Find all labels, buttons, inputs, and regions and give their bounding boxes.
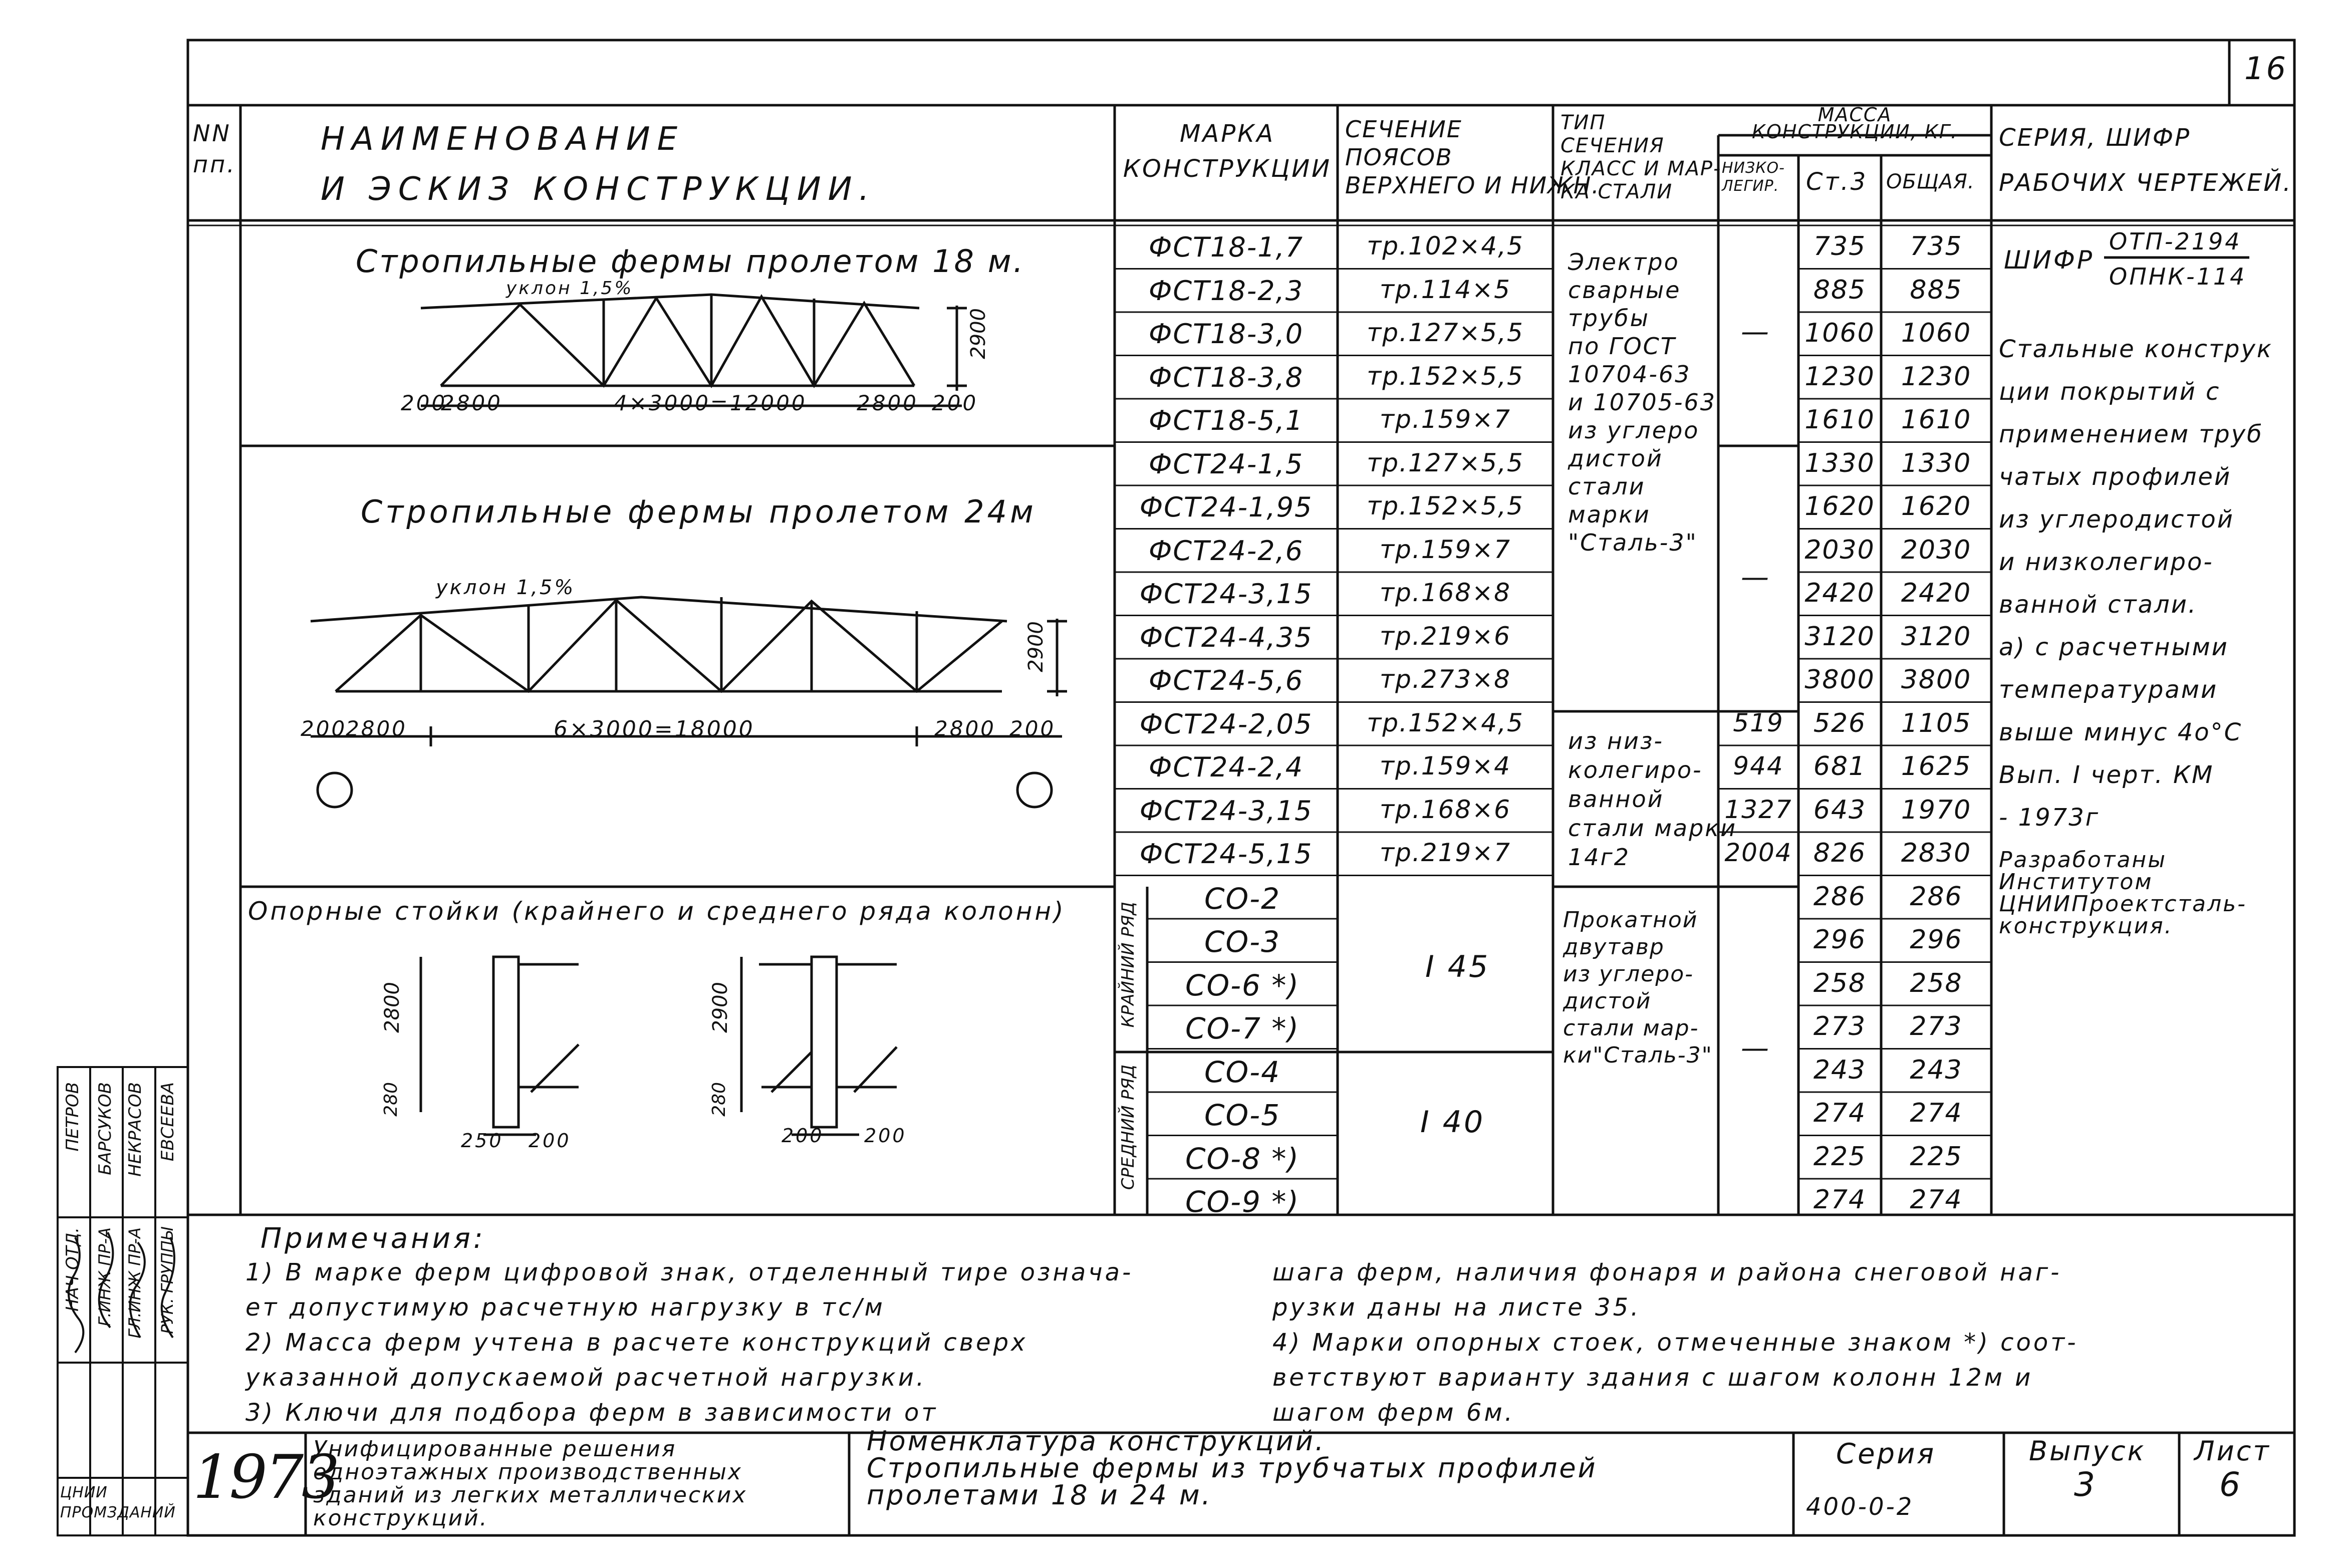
note-line: рузки даны на листе 35.: [1272, 1293, 1641, 1322]
cell-section: тр.168×8: [1380, 578, 1511, 607]
group1-dim-1: 200: [401, 391, 447, 415]
group2-dim-2: 2800: [346, 716, 407, 741]
cell-st3: 258: [1813, 968, 1867, 998]
cell-total: 1230: [1901, 361, 1972, 392]
cell-mark: СО-7 *): [1185, 1011, 1300, 1046]
group1-dim-2: 2800: [441, 391, 502, 415]
cell-total: 885: [1910, 275, 1963, 305]
cell-total: 243: [1910, 1055, 1963, 1085]
cipher-bottom: ОПНК-114: [2109, 263, 2247, 290]
cell-mark: СО-9 *): [1185, 1185, 1300, 1219]
series-description-line: применением труб: [1999, 420, 2263, 448]
group2-height: 2900: [1024, 621, 1048, 672]
group1-height: 2900: [967, 308, 990, 359]
side-stamp-role-4: РУК. ГРУППЫ: [158, 1227, 177, 1334]
note-line: шагом ферм 6м.: [1272, 1399, 1515, 1427]
cell-mark: ФСТ18-3,0: [1148, 318, 1304, 350]
cell-section: тр.152×4,5: [1367, 708, 1524, 737]
cell-total: 273: [1910, 1011, 1963, 1041]
cell-section: тр.159×7: [1380, 535, 1511, 564]
cell-total: 1610: [1901, 405, 1972, 435]
cell-st3: 286: [1813, 881, 1867, 912]
group1-dim-3: 4×3000=12000: [614, 391, 807, 415]
series-description-line: - 1973г: [1999, 804, 2100, 832]
cell-section: тр.273×8: [1380, 665, 1511, 694]
series-description-line: Стальные конструк: [1999, 335, 2273, 363]
group2-slope: уклон 1,5%: [436, 576, 576, 599]
cell-st3: 1620: [1804, 491, 1875, 521]
cipher-top: ОТП-2194: [2109, 228, 2242, 255]
row-label-edge: КРАЙНИЙ РЯД: [1118, 902, 1138, 1028]
cell-mark: ФСТ18-2,3: [1148, 275, 1304, 307]
cell-low: 519: [1733, 708, 1784, 737]
series-description-line: ЦНИИПроектсталь-: [1999, 891, 2247, 917]
series-description-line: ции покрытий с: [1999, 378, 2221, 406]
row-label-middle: СРЕДНИЙ РЯД: [1118, 1065, 1138, 1190]
cell-total: 2420: [1901, 578, 1972, 608]
cell-low: 2004: [1724, 838, 1792, 867]
header-nn: NN пп.: [193, 120, 236, 178]
cell-section: тр.152×5,5: [1367, 361, 1524, 391]
cell-low: 944: [1733, 751, 1784, 780]
cell-mark: ФСТ24-1,5: [1148, 448, 1304, 480]
cell-st3: 885: [1813, 275, 1867, 305]
note-line: 1) В марке ферм цифровой знак, отделенный тире означа-: [245, 1258, 1134, 1286]
stand-right-dim-1: 200: [782, 1125, 824, 1147]
cell-mark: СО-3: [1204, 925, 1280, 959]
stamp-series-value: 400-0-2: [1806, 1493, 1914, 1521]
truss-24m-sketch: [301, 586, 1082, 776]
cell-total: 258: [1910, 968, 1963, 998]
note-line: ветствуют варианту здания с шагом колонн 12м и: [1272, 1364, 2033, 1392]
cell-total: 1970: [1901, 795, 1972, 825]
low-alloy-dash-3: —: [1741, 1032, 1771, 1065]
notes-title: Примечания:: [261, 1222, 486, 1255]
cell-st3: 643: [1813, 795, 1867, 825]
stamp-series-label: Серия: [1836, 1438, 1936, 1470]
sheet-number-top: 16: [2244, 50, 2288, 87]
cipher-label: ШИФР: [2004, 245, 2095, 275]
cell-total: 3120: [1901, 621, 1972, 652]
steel-type-carbon-tubes: Электро сварные трубы по ГОСТ 10704-63 и 10705-63 из углеро дистой стали марки "Сталь-3": [1568, 248, 1716, 556]
series-description-line: Вып. I черт. КМ: [1999, 761, 2214, 789]
stamp-issue-value: 3: [2074, 1465, 2097, 1504]
note-line: 3) Ключи для подбора ферм в зависимости от: [245, 1399, 938, 1427]
beam-section-2: I 40: [1420, 1105, 1485, 1140]
note-line: 2) Масса ферм учтена в расчете конструкций сверх: [245, 1329, 1028, 1357]
cell-total: 2030: [1901, 535, 1972, 565]
cell-section: тр.114×5: [1380, 275, 1511, 304]
cell-st3: 274: [1813, 1098, 1867, 1128]
group2-dim-1: 200: [301, 716, 347, 741]
side-stamp-name-2: БАРСУКОВ: [95, 1082, 115, 1175]
cell-st3: 296: [1813, 925, 1867, 955]
group3-title: Опорные стойки (крайнего и среднего ряда колонн): [248, 897, 1066, 926]
series-description-line: конструкция.: [1999, 913, 2173, 939]
cell-st3: 3120: [1804, 621, 1875, 652]
side-stamp-name-1: ПЕТРОВ: [63, 1082, 83, 1152]
group1-slope: уклон 1,5%: [506, 278, 634, 299]
stamp-sheet-value: 6: [2219, 1465, 2242, 1504]
cell-mark: ФСТ24-2,6: [1148, 535, 1304, 567]
cell-st3: 3800: [1804, 665, 1875, 695]
side-stamp-role-2: Г.ИНЖ ПР-А: [95, 1227, 114, 1327]
side-stamp-role-3: ГЛ.ИНЖ ПР-А: [125, 1227, 144, 1339]
cell-mark: ФСТ18-1,7: [1148, 231, 1304, 263]
side-stamp-name-4: ЕВСЕЕВА: [158, 1082, 178, 1162]
cell-mark: СО-2: [1204, 881, 1280, 916]
note-line: ет допустимую расчетную нагрузку в тс/м: [245, 1293, 885, 1322]
group2-dim-4: 2800: [934, 716, 996, 741]
stamp-org-description: Унифицированные решения одноэтажных производственных зданий из легких металлических конструкций.: [313, 1436, 747, 1531]
cell-mark: ФСТ24-3,15: [1139, 795, 1313, 827]
cell-low: 1327: [1724, 795, 1792, 824]
cell-section: тр.219×7: [1380, 838, 1511, 867]
cell-st3: 1610: [1804, 405, 1875, 435]
series-description-line: из углеродистой: [1999, 505, 2234, 534]
cell-section: тр.159×4: [1380, 751, 1511, 780]
cell-st3: 681: [1813, 751, 1867, 781]
series-description-line: Институтом: [1999, 869, 2153, 895]
cell-mark: СО-6 *): [1185, 968, 1300, 1002]
cell-mark: ФСТ24-2,4: [1148, 751, 1304, 783]
cell-total: 286: [1910, 881, 1963, 912]
cell-mark: ФСТ24-4,35: [1139, 621, 1313, 653]
cell-st3: 826: [1813, 838, 1867, 868]
header-series: СЕРИЯ, ШИФР РАБОЧИХ ЧЕРТЕЖЕЙ.: [1999, 124, 2292, 197]
cell-section: тр.102×4,5: [1367, 231, 1524, 260]
cell-total: 735: [1910, 231, 1963, 262]
header-mass-total: ОБЩАЯ.: [1886, 170, 1975, 193]
cipher-fraction-line: [2104, 255, 2254, 260]
cell-total: 274: [1910, 1185, 1963, 1215]
cell-mark: ФСТ24-3,15: [1139, 578, 1313, 610]
cell-st3: 526: [1813, 708, 1867, 738]
cell-st3: 225: [1813, 1141, 1867, 1172]
side-stamp-org: ЦНИИ ПРОМЗДАНИЙ: [60, 1484, 176, 1521]
group2-dim-3: 6×3000=18000: [554, 716, 755, 742]
cell-mark: ФСТ24-5,6: [1148, 665, 1304, 696]
cell-mark: ФСТ24-2,05: [1139, 708, 1313, 740]
side-stamp-name-3: НЕКРАСОВ: [125, 1082, 145, 1177]
side-stamp-role-1: НАЧ ОТД.: [63, 1227, 83, 1312]
group2-title: Стропильные фермы пролетом 24м: [361, 493, 1036, 530]
header-mass: МАССА КОНСТРУКЦИИ, КГ.: [1752, 104, 1958, 143]
header-mass-st3: Ст.3: [1806, 168, 1868, 196]
stamp-issue-label: Выпуск: [2029, 1435, 2146, 1467]
cell-st3: 1230: [1804, 361, 1875, 392]
series-description-line: выше минус 4о°С: [1999, 718, 2243, 746]
stamp-sheet-label: Лист: [2194, 1435, 2271, 1467]
cell-total: 1105: [1901, 708, 1972, 738]
stand-right-height: 2900: [709, 982, 732, 1033]
cell-st3: 2030: [1804, 535, 1875, 565]
series-description-line: Разработаны: [1999, 847, 2167, 873]
notes-left: [245, 1255, 1133, 1430]
stand-left-dim-1: 250: [461, 1130, 503, 1152]
cell-mark: СО-4: [1204, 1055, 1280, 1089]
cell-st3: 2420: [1804, 578, 1875, 608]
header-section: СЕЧЕНИЕ ПОЯСОВ ВЕРХНЕГО И НИЖН.: [1345, 116, 1600, 199]
cell-mark: СО-5: [1204, 1098, 1280, 1132]
cell-total: 1625: [1901, 751, 1972, 781]
cell-total: 296: [1910, 925, 1963, 955]
series-description-line: и низколегиро-: [1999, 548, 2214, 576]
group1-dim-5: 200: [932, 391, 978, 415]
cell-total: 2830: [1901, 838, 1972, 868]
stamp-title: Номенклатура конструкций. Стропильные фермы из трубчатых профилей пролетами 18 и 24 м.: [867, 1425, 1598, 1511]
cell-total: 1330: [1901, 448, 1972, 478]
cell-section: тр.159×7: [1380, 405, 1511, 434]
series-description-line: ванной стали.: [1999, 591, 2198, 619]
cell-st3: 1330: [1804, 448, 1875, 478]
cell-st3: 274: [1813, 1185, 1867, 1215]
stand-right-base: 280: [709, 1082, 729, 1117]
low-alloy-dash-2: —: [1741, 561, 1771, 594]
stamp-year: 1973: [193, 1443, 338, 1512]
low-alloy-dash-1: —: [1741, 316, 1771, 348]
group1-title: Стропильные фермы пролетом 18 м.: [356, 243, 1025, 280]
punch-holes: [301, 761, 1082, 822]
cell-total: 225: [1910, 1141, 1963, 1172]
cell-mark: ФСТ24-1,95: [1139, 491, 1313, 523]
notes-right: [1272, 1255, 2079, 1430]
cell-total: 274: [1910, 1098, 1963, 1128]
cell-section: тр.127×5,5: [1367, 448, 1524, 477]
group2-dim-5: 200: [1009, 716, 1056, 741]
cell-total: 3800: [1901, 665, 1972, 695]
cell-total: 1060: [1901, 318, 1972, 348]
cell-mark: СО-8 *): [1185, 1141, 1300, 1176]
note-line: указанной допускаемой расчетной нагрузки.: [245, 1364, 927, 1392]
steel-type-low-alloy: из низ- колегиро- ванной стали марки 14г2: [1568, 727, 1737, 871]
header-mark: МАРКА КОНСТРУКЦИИ: [1123, 120, 1332, 183]
steel-type-rolled-beam: Прокатной двутавр из углеро- дистой стали мар- ки"Сталь-3": [1563, 907, 1713, 1068]
cell-mark: ФСТ24-5,15: [1139, 838, 1313, 870]
stand-left-dim-2: 200: [529, 1130, 571, 1152]
cell-st3: 1060: [1804, 318, 1875, 348]
stand-left-base: 280: [381, 1082, 401, 1117]
header-name: НАИМЕНОВАНИЕ И ЭСКИЗ КОНСТРУКЦИИ.: [321, 121, 876, 208]
stand-right-dim-2: 200: [864, 1125, 907, 1147]
note-line: 4) Марки опорных стоек, отмеченные знаком *) соот-: [1272, 1329, 2079, 1357]
cell-st3: 243: [1813, 1055, 1867, 1085]
header-type: ТИП СЕЧЕНИЯ КЛАСС И МАР- КА СТАЛИ: [1561, 111, 1722, 203]
series-description-line: температурами: [1999, 676, 2218, 704]
cell-total: 1620: [1901, 491, 1972, 521]
beam-section-1: I 45: [1425, 949, 1490, 984]
cell-st3: 273: [1813, 1011, 1867, 1041]
side-stamp-signatures: [55, 1222, 190, 1363]
stand-left-height: 2800: [381, 982, 404, 1033]
cell-section: тр.219×6: [1380, 621, 1511, 651]
group1-dim-4: 2800: [857, 391, 918, 415]
cell-mark: ФСТ18-3,8: [1148, 361, 1304, 393]
cell-mark: ФСТ18-5,1: [1148, 405, 1304, 436]
cell-section: тр.152×5,5: [1367, 491, 1524, 520]
series-description-line: чатых профилей: [1999, 463, 2232, 491]
cell-section: тр.127×5,5: [1367, 318, 1524, 347]
header-mass-low: НИЗКО- ЛЕГИР.: [1722, 159, 1785, 195]
note-line: шага ферм, наличия фонаря и района снеговой наг-: [1272, 1258, 2062, 1286]
series-description: [1999, 328, 2273, 937]
series-description-line: а) с расчетными: [1999, 633, 2229, 661]
cell-section: тр.168×6: [1380, 795, 1511, 824]
cell-st3: 735: [1813, 231, 1867, 262]
